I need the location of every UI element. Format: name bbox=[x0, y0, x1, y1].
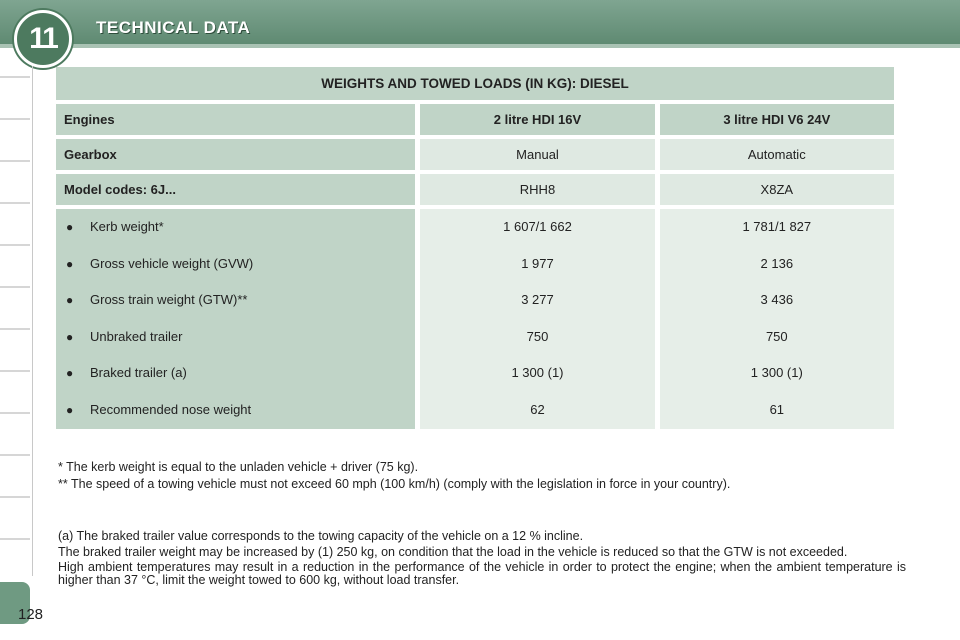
chapter-tab[interactable] bbox=[0, 454, 30, 456]
cell-value: 1 300 (1) bbox=[511, 365, 564, 381]
chapter-tab[interactable] bbox=[0, 496, 30, 498]
table-row bbox=[56, 319, 415, 356]
footnote-kerb: * The kerb weight is equal to the unladen vehicle + driver (75 kg). bbox=[58, 460, 419, 474]
cell-value: 1 781/1 827 bbox=[742, 219, 812, 234]
note-braked-trailer: (a) The braked trailer value corresponds to the towing capacity of the vehicle on a 12 % incline. bbox=[58, 529, 584, 543]
weights-labels-column bbox=[56, 209, 415, 429]
chapter-tab[interactable] bbox=[0, 328, 30, 330]
cell-value: 2 136 bbox=[760, 255, 794, 271]
gearbox-col1: Manual bbox=[420, 139, 654, 170]
cell-value: 62 bbox=[530, 401, 545, 417]
engines-label: Engines bbox=[56, 104, 415, 135]
footnote-speed: ** The speed of a towing vehicle must not exceed 60 mph (100 km/h) (comply with the legislation in force in your country). bbox=[58, 477, 731, 491]
row-label: Gross train weight (GTW)** bbox=[90, 292, 248, 308]
cell-value: 1 977 bbox=[521, 255, 554, 271]
bullet-icon: ● bbox=[66, 366, 74, 381]
cell-value: 750 bbox=[526, 328, 549, 344]
note-increase: The braked trailer weight may be increased by (1) 250 kg, on condition that the load in the vehicle is reduced so that the GTW is not exceeded. bbox=[58, 544, 848, 559]
chapter-tab[interactable] bbox=[0, 202, 30, 204]
gearbox-label: Gearbox bbox=[56, 139, 415, 170]
gearbox-col2: Automatic bbox=[660, 139, 894, 170]
chapter-tab[interactable] bbox=[0, 76, 30, 78]
row-label: Recommended nose weight bbox=[90, 401, 252, 417]
notes bbox=[58, 530, 906, 589]
table-row bbox=[56, 355, 415, 392]
cell-value: 1 607/1 662 bbox=[503, 219, 572, 234]
note-temperature: High ambient temperatures may result in a reduction in the performance of the vehicle in order to protect the engine; when the ambient temperature is higher than 37 °C, limit the weight towed to 600 kg, without load transfer. bbox=[58, 560, 906, 587]
chapter-badge: 11 bbox=[14, 10, 72, 68]
page-title: TECHNICAL DATA bbox=[96, 18, 251, 37]
table-title: WEIGHTS AND TOWED LOADS (IN KG): DIESEL bbox=[56, 67, 894, 100]
model-codes-col2: X8ZA bbox=[660, 174, 894, 205]
chapter-tab-strip bbox=[0, 66, 33, 576]
engine-col2: 3 litre HDI V6 24V bbox=[660, 104, 894, 135]
row-label: Braked trailer (a) bbox=[90, 365, 187, 381]
chapter-tab[interactable] bbox=[0, 370, 30, 372]
row-label: Gross vehicle weight (GVW) bbox=[90, 255, 254, 271]
weights-col1 bbox=[420, 209, 654, 429]
chapter-tab[interactable] bbox=[0, 244, 30, 246]
weights-col2 bbox=[660, 209, 894, 429]
row-label: Kerb weight* bbox=[90, 219, 164, 234]
table-row bbox=[56, 392, 415, 429]
page-number: 128 bbox=[18, 606, 44, 623]
chapter-tab[interactable] bbox=[0, 538, 30, 540]
bullet-icon: ● bbox=[66, 402, 74, 417]
engine-col1: 2 litre HDI 16V bbox=[420, 104, 654, 135]
cell-value: 750 bbox=[765, 328, 788, 344]
chapter-tab[interactable] bbox=[0, 286, 30, 288]
footnotes bbox=[58, 460, 906, 494]
header-shade bbox=[0, 44, 960, 48]
cell-value: 1 300 (1) bbox=[750, 365, 803, 381]
bullet-icon: ● bbox=[66, 220, 74, 234]
bullet-icon: ● bbox=[66, 256, 74, 271]
chapter-tab[interactable] bbox=[0, 160, 30, 162]
model-codes-label: Model codes: 6J... bbox=[56, 174, 415, 205]
table-row bbox=[56, 246, 415, 283]
table-row bbox=[56, 282, 415, 319]
table-row bbox=[56, 209, 415, 246]
bullet-icon: ● bbox=[66, 329, 74, 344]
cell-value: 3 277 bbox=[521, 292, 554, 308]
bullet-icon: ● bbox=[66, 293, 74, 308]
model-codes-col1: RHH8 bbox=[420, 174, 654, 205]
weights-table bbox=[51, 63, 899, 433]
chapter-tab[interactable] bbox=[0, 118, 30, 120]
cell-value: 3 436 bbox=[760, 292, 794, 308]
chapter-tab[interactable] bbox=[0, 412, 30, 414]
row-label: Unbraked trailer bbox=[90, 328, 183, 344]
cell-value: 61 bbox=[769, 401, 785, 417]
